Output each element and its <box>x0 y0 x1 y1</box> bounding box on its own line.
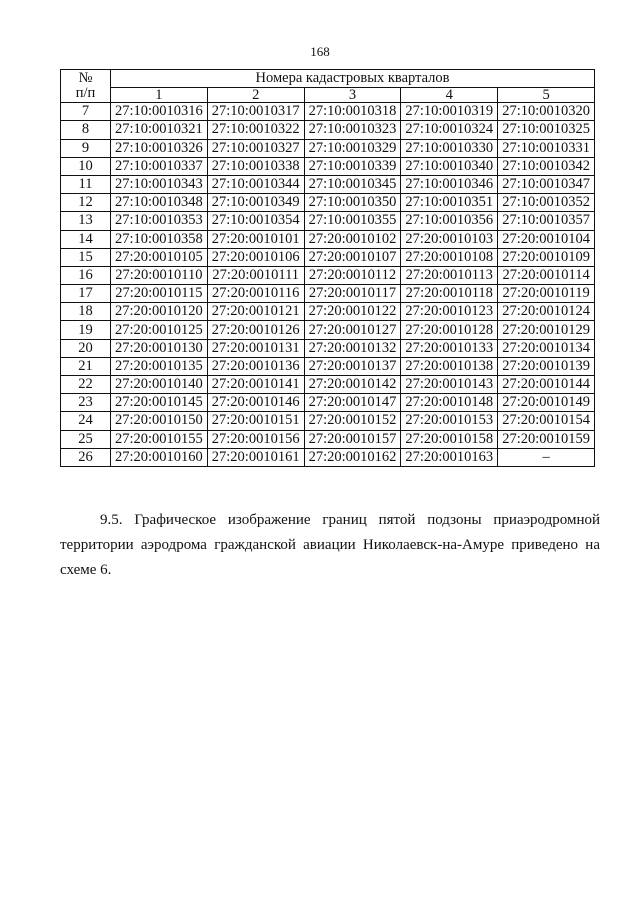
cadastral-number-cell: 27:20:0010127 <box>304 321 401 339</box>
table-row <box>61 212 595 230</box>
cadastral-number-cell: 27:20:0010135 <box>111 357 208 375</box>
cadastral-number-cell: 27:20:0010110 <box>111 266 208 284</box>
cadastral-number-cell: 27:20:0010146 <box>207 394 304 412</box>
cadastral-number-cell: 27:10:0010324 <box>401 121 498 139</box>
cadastral-number-cell: 27:10:0010349 <box>207 194 304 212</box>
cadastral-number-cell: 27:20:0010117 <box>304 285 401 303</box>
table-row <box>61 430 595 448</box>
table-row <box>61 339 595 357</box>
row-number-cell: 20 <box>61 339 111 357</box>
cadastral-number-cell: 27:20:0010129 <box>498 321 595 339</box>
row-number-cell: 24 <box>61 412 111 430</box>
table-row <box>61 157 595 175</box>
cadastral-number-cell: 27:20:0010161 <box>207 448 304 466</box>
cadastral-number-cell: 27:20:0010141 <box>207 376 304 394</box>
table-row <box>61 376 595 394</box>
cadastral-number-cell: 27:10:0010317 <box>207 103 304 121</box>
cadastral-number-cell: 27:20:0010151 <box>207 412 304 430</box>
cadastral-number-cell: 27:20:0010113 <box>401 266 498 284</box>
row-number-cell: 17 <box>61 285 111 303</box>
cadastral-number-cell: 27:10:0010323 <box>304 121 401 139</box>
column-number: 4 <box>401 88 498 103</box>
paragraph-text: 9.5. Графическое изображение границ пятой подзоны приаэродромной территории аэродрома гражданской авиации Николаевск-на-Амуре приведено на схеме 6. <box>60 512 600 578</box>
column-number: 5 <box>498 88 595 103</box>
cadastral-number-cell: 27:20:0010116 <box>207 285 304 303</box>
cadastral-number-cell: 27:10:0010337 <box>111 157 208 175</box>
cadastral-number-cell: 27:10:0010347 <box>498 175 595 193</box>
cadastral-number-cell: 27:10:0010345 <box>304 175 401 193</box>
cadastral-number-cell: 27:20:0010139 <box>498 357 595 375</box>
cadastral-number-cell: 27:20:0010131 <box>207 339 304 357</box>
column-number-row <box>61 88 595 103</box>
table-body <box>61 103 595 467</box>
cadastral-number-cell: 27:10:0010340 <box>401 157 498 175</box>
table-row <box>61 266 595 284</box>
table-row <box>61 230 595 248</box>
row-number-cell: 11 <box>61 175 111 193</box>
cadastral-number-cell: 27:10:0010348 <box>111 194 208 212</box>
row-number-cell: 13 <box>61 212 111 230</box>
row-number-cell: 10 <box>61 157 111 175</box>
cadastral-number-cell: 27:10:0010353 <box>111 212 208 230</box>
cadastral-number-cell: 27:20:0010162 <box>304 448 401 466</box>
cadastral-number-cell: 27:20:0010143 <box>401 376 498 394</box>
cadastral-number-cell: 27:20:0010136 <box>207 357 304 375</box>
cadastral-number-cell: 27:10:0010326 <box>111 139 208 157</box>
cadastral-number-cell: 27:20:0010149 <box>498 394 595 412</box>
cadastral-number-cell: 27:10:0010342 <box>498 157 595 175</box>
cadastral-number-cell: 27:20:0010150 <box>111 412 208 430</box>
cadastral-number-cell: 27:10:0010325 <box>498 121 595 139</box>
cadastral-number-cell: 27:10:0010351 <box>401 194 498 212</box>
cadastral-number-cell: 27:20:0010130 <box>111 339 208 357</box>
table-row <box>61 248 595 266</box>
cadastral-number-cell: 27:10:0010339 <box>304 157 401 175</box>
cadastral-number-cell: 27:20:0010115 <box>111 285 208 303</box>
cadastral-number-cell: 27:10:0010357 <box>498 212 595 230</box>
cadastral-number-cell: 27:10:0010358 <box>111 230 208 248</box>
cadastral-number-cell: 27:10:0010321 <box>111 121 208 139</box>
column-number: 3 <box>304 88 401 103</box>
row-number-cell: 22 <box>61 376 111 394</box>
cadastral-number-cell: 27:20:0010122 <box>304 303 401 321</box>
table-row <box>61 139 595 157</box>
page-number: 168 <box>310 44 330 59</box>
cadastral-number-cell: 27:10:0010352 <box>498 194 595 212</box>
cadastral-number-cell: 27:10:0010331 <box>498 139 595 157</box>
cadastral-number-cell: 27:20:0010158 <box>401 430 498 448</box>
cadastral-number-cell: 27:20:0010140 <box>111 376 208 394</box>
cadastral-number-cell: 27:20:0010155 <box>111 430 208 448</box>
table-row <box>61 448 595 466</box>
cadastral-number-cell: 27:20:0010153 <box>401 412 498 430</box>
table-row <box>61 194 595 212</box>
cadastral-number-cell: 27:20:0010103 <box>401 230 498 248</box>
column-number: 1 <box>111 88 208 103</box>
cadastral-number-cell: 27:20:0010157 <box>304 430 401 448</box>
cadastral-number-cell: 27:20:0010118 <box>401 285 498 303</box>
row-number-header-top: № <box>78 70 93 87</box>
row-number-cell: 23 <box>61 394 111 412</box>
table-row <box>61 412 595 430</box>
cadastral-number-cell: 27:20:0010137 <box>304 357 401 375</box>
column-number: 2 <box>207 88 304 103</box>
cadastral-number-cell: 27:20:0010101 <box>207 230 304 248</box>
cadastral-number-cell: 27:20:0010160 <box>111 448 208 466</box>
cadastral-number-cell: 27:10:0010316 <box>111 103 208 121</box>
cadastral-number-cell: 27:10:0010346 <box>401 175 498 193</box>
table-header-row <box>61 70 595 88</box>
row-number-cell: 26 <box>61 448 111 466</box>
cadastral-number-cell: 27:20:0010134 <box>498 339 595 357</box>
cadastral-number-cell: 27:20:0010112 <box>304 266 401 284</box>
table-row <box>61 175 595 193</box>
table-row <box>61 321 595 339</box>
table-row <box>61 285 595 303</box>
cadastral-number-cell: 27:20:0010156 <box>207 430 304 448</box>
row-number-header-bottom: п/п <box>75 85 96 102</box>
cadastral-number-cell: 27:20:0010128 <box>401 321 498 339</box>
cadastral-number-cell: 27:20:0010102 <box>304 230 401 248</box>
cadastral-number-cell: 27:10:0010329 <box>304 139 401 157</box>
table-row <box>61 394 595 412</box>
row-number-cell: 21 <box>61 357 111 375</box>
cadastral-number-cell: 27:20:0010147 <box>304 394 401 412</box>
cadastral-number-cell: 27:20:0010159 <box>498 430 595 448</box>
table-row <box>61 357 595 375</box>
cadastral-number-cell: 27:20:0010126 <box>207 321 304 339</box>
row-number-cell: 12 <box>61 194 111 212</box>
row-number-header <box>61 70 111 103</box>
row-number-cell: 16 <box>61 266 111 284</box>
cadastral-number-cell: 27:10:0010356 <box>401 212 498 230</box>
cadastral-number-cell: 27:20:0010132 <box>304 339 401 357</box>
cadastral-number-cell: 27:20:0010138 <box>401 357 498 375</box>
cadastral-number-cell: 27:10:0010344 <box>207 175 304 193</box>
row-number-cell: 18 <box>61 303 111 321</box>
quarters-group-header: Номера кадастровых кварталов <box>111 70 595 88</box>
row-number-cell: 7 <box>61 103 111 121</box>
cadastral-number-cell: 27:20:0010105 <box>111 248 208 266</box>
row-number-cell: 19 <box>61 321 111 339</box>
cadastral-number-cell: 27:20:0010133 <box>401 339 498 357</box>
row-number-cell: 15 <box>61 248 111 266</box>
section-paragraph <box>60 508 600 583</box>
cadastral-number-cell: 27:20:0010148 <box>401 394 498 412</box>
table-row <box>61 121 595 139</box>
cadastral-number-cell: 27:10:0010355 <box>304 212 401 230</box>
cadastral-number-cell: 27:20:0010152 <box>304 412 401 430</box>
cadastral-number-cell: 27:10:0010322 <box>207 121 304 139</box>
cadastral-number-cell: 27:20:0010142 <box>304 376 401 394</box>
table-row <box>61 303 595 321</box>
cadastral-number-cell: 27:10:0010350 <box>304 194 401 212</box>
table-row <box>61 103 595 121</box>
cadastral-number-cell: 27:20:0010107 <box>304 248 401 266</box>
cadastral-number-cell: 27:20:0010111 <box>207 266 304 284</box>
cadastral-number-cell: 27:10:0010319 <box>401 103 498 121</box>
cadastral-number-cell: 27:10:0010318 <box>304 103 401 121</box>
cadastral-number-cell: 27:10:0010330 <box>401 139 498 157</box>
cadastral-number-cell: 27:20:0010119 <box>498 285 595 303</box>
cadastral-number-cell: 27:10:0010327 <box>207 139 304 157</box>
cadastral-number-cell: 27:20:0010108 <box>401 248 498 266</box>
row-number-cell: 25 <box>61 430 111 448</box>
cadastral-number-cell: 27:10:0010343 <box>111 175 208 193</box>
row-number-cell: 14 <box>61 230 111 248</box>
cadastral-number-cell: 27:20:0010125 <box>111 321 208 339</box>
cadastral-number-cell: 27:20:0010145 <box>111 394 208 412</box>
cadastral-number-cell: 27:20:0010104 <box>498 230 595 248</box>
cadastral-number-cell: 27:20:0010124 <box>498 303 595 321</box>
cadastral-number-cell: 27:20:0010163 <box>401 448 498 466</box>
cadastral-number-cell: 27:20:0010121 <box>207 303 304 321</box>
cadastral-number-cell: 27:10:0010320 <box>498 103 595 121</box>
cadastral-quarters-table <box>60 69 595 467</box>
row-number-cell: 9 <box>61 139 111 157</box>
cadastral-number-cell: 27:20:0010154 <box>498 412 595 430</box>
cadastral-number-cell: 27:20:0010123 <box>401 303 498 321</box>
cadastral-number-cell: 27:20:0010144 <box>498 376 595 394</box>
row-number-cell: 8 <box>61 121 111 139</box>
cadastral-number-cell: 27:10:0010354 <box>207 212 304 230</box>
cadastral-number-cell: 27:10:0010338 <box>207 157 304 175</box>
cadastral-number-cell: 27:20:0010114 <box>498 266 595 284</box>
cadastral-number-cell: – <box>498 448 595 466</box>
cadastral-number-cell: 27:20:0010120 <box>111 303 208 321</box>
cadastral-number-cell: 27:20:0010106 <box>207 248 304 266</box>
cadastral-number-cell: 27:20:0010109 <box>498 248 595 266</box>
